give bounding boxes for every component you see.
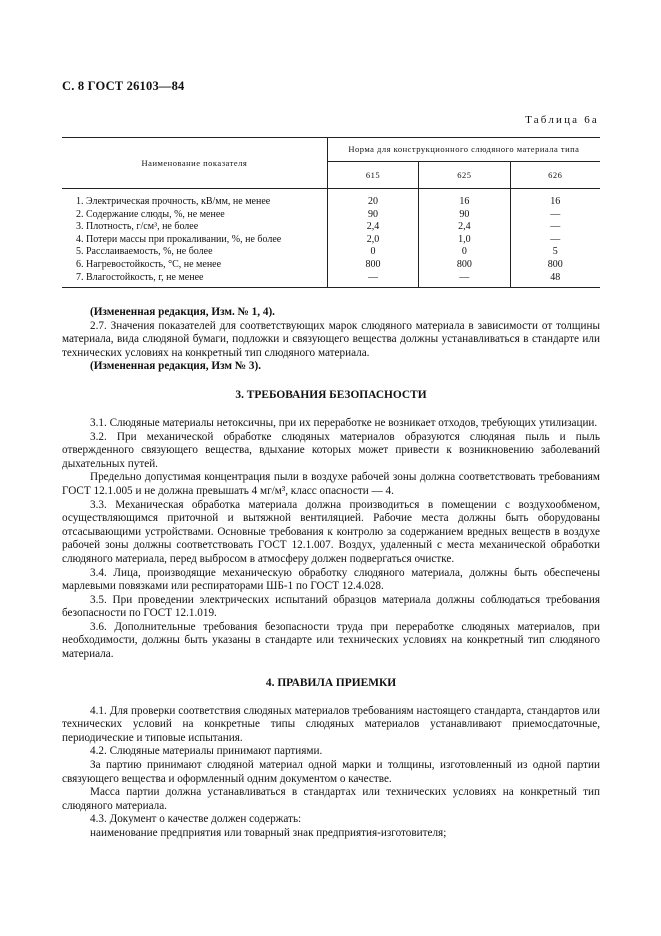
paragraph: 4.1. Для проверки соответствия слюдяных материалов требованиям настоящего стандарта, стандартов или технических условий на конкретные типы слюдяных материалов устанавливают приемосдаточные, периодические и типовые испытания. xyxy=(62,704,600,744)
row-value: 800 xyxy=(419,259,510,272)
row-value: 16 xyxy=(550,196,561,207)
paragraph: 3.3. Механическая обработка материала должна производиться в помещении с воздухообменом, осуществляющимся приточной и вытяжной вентиляцией. Рабочие места должны быть оборудованы отсасывающими устройствами. Основные требования к контролю за содержанием вредных веществ в воздухе рабочей зоны должны соответствовать ГОСТ 12.1.007. Воздух, удаленный с места механической обработки слюдяного материала, перед выбросом в атмосферу должен подвергаться очистке. xyxy=(62,498,600,565)
section-heading: 4. ПРАВИЛА ПРИЕМКИ xyxy=(265,676,397,689)
row-label: 1. Электрическая прочность, кВ/мм, не менее xyxy=(62,189,327,209)
row-value: 90 xyxy=(327,209,418,222)
row-label: 2. Содержание слюды, %, не менее xyxy=(62,209,327,222)
table-row xyxy=(62,272,600,288)
column-header-grade: 625 xyxy=(419,162,510,189)
body-text xyxy=(62,306,600,841)
amendment-note: (Измененная редакция, Изм. № 1, 4). xyxy=(90,306,275,318)
table-row xyxy=(62,259,600,272)
paragraph: 2.7. Значения показателей для соответствующих марок слюдяного материала в зависимости от толщины материала, вида слюдяной бумаги, подложки и связующего вещества должны устанавливаться в стандарте или технических условиях на конкретный тип слюдяного материала. xyxy=(62,319,600,359)
row-value: — xyxy=(327,272,418,288)
row-value: — xyxy=(550,233,561,245)
row-label: 4. Потери массы при прокаливании, %, не более xyxy=(62,234,327,247)
table-caption: Таблица 6а xyxy=(525,114,599,126)
row-label: 6. Нагревостойкость, °С, не менее xyxy=(62,259,327,272)
row-label: 3. Плотность, г/см³, не более xyxy=(62,221,327,234)
row-value: 20 xyxy=(327,189,418,209)
paragraph: 4.2. Слюдяные материалы принимают партиями. xyxy=(90,745,323,758)
paragraph: 3.5. При проведении электрических испытаний образцов материала должны соблюдаться требования безопасности по ГОСТ 12.1.019. xyxy=(62,593,600,620)
paragraph: 3.6. Дополнительные требования безопасности труда при переработке слюдяных материалов, при необходимости, должны быть указаны в стандарте или технических условиях на конкретный тип слюдяного материала. xyxy=(62,620,600,661)
spec-table xyxy=(62,137,600,288)
row-value: 1,0 xyxy=(419,234,510,247)
column-header-norm: Норма для конструкционного слюдяного материала типа xyxy=(327,138,600,162)
row-value: — xyxy=(550,208,561,220)
row-value: — xyxy=(550,221,561,233)
page-header: С. 8 ГОСТ 26103—84 xyxy=(62,79,185,93)
paragraph: Предельно допустимая концентрация пыли в воздухе рабочей зоны должна соответствовать требованиям ГОСТ 12.1.005 и не должна превышать 4 мг/м³, класс опасности — 4. xyxy=(62,471,600,497)
row-value: 90 xyxy=(419,209,510,222)
paragraph: За партию принимают слюдяной материал одной марки и толщины, изготовленный из одной партии связующего вещества и оформленный одним документом о качестве. xyxy=(62,759,600,785)
paragraph: 3.1. Слюдяные материалы нетоксичны, при их переработке не возникает отходов, требующих утилизации. xyxy=(90,416,598,429)
table-row xyxy=(62,246,600,259)
row-value: 16 xyxy=(419,189,510,209)
column-header-name: Наименование показателя xyxy=(62,138,327,189)
row-value: 0 xyxy=(327,246,418,259)
row-value: — xyxy=(419,272,510,288)
row-label: 5. Расслаиваемость, %, не более xyxy=(62,246,327,259)
row-label: 7. Влагостойкость, г, не менее xyxy=(62,272,327,288)
row-value: 5 xyxy=(552,246,558,258)
table-row xyxy=(62,234,600,247)
table-row xyxy=(62,221,600,234)
column-header-grade: 626 xyxy=(510,162,600,189)
row-value: 0 xyxy=(419,246,510,259)
row-value: 800 xyxy=(327,259,418,272)
paragraph: 3.2. При механической обработке слюдяных материалов образуются слюдяная пыль и пыль отвержденного связующего вещества, вдыхание которых может привести к возникновению заболеваний дыхательных путей. xyxy=(62,430,600,470)
row-value: 800 xyxy=(547,258,563,270)
row-value: 2,4 xyxy=(419,221,510,234)
amendment-note: (Измененная редакция, Изм № 3). xyxy=(90,360,261,373)
row-value: 48 xyxy=(510,272,600,288)
row-value: 2,0 xyxy=(327,234,418,247)
row-value: 2,4 xyxy=(327,221,418,234)
table-row xyxy=(62,209,600,222)
paragraph: 3.4. Лица, производящие механическую обработку слюдяного материала, должны быть обеспечены марлевыми повязками или респираторами ШБ-1 по ГОСТ 12.4.028. xyxy=(62,566,600,593)
paragraph: наименование предприятия или товарный знак предприятия-изготовителя; xyxy=(90,827,447,839)
table-row xyxy=(62,189,600,209)
paragraph: 4.3. Документ о качестве должен содержать: xyxy=(90,813,302,826)
section-heading: 3. ТРЕБОВАНИЯ БЕЗОПАСНОСТИ xyxy=(235,388,427,401)
column-header-grade: 615 xyxy=(327,162,418,189)
paragraph: Масса партии должна устанавливаться в стандартах или технических условиях на конкретный тип слюдяного материала. xyxy=(62,786,600,812)
